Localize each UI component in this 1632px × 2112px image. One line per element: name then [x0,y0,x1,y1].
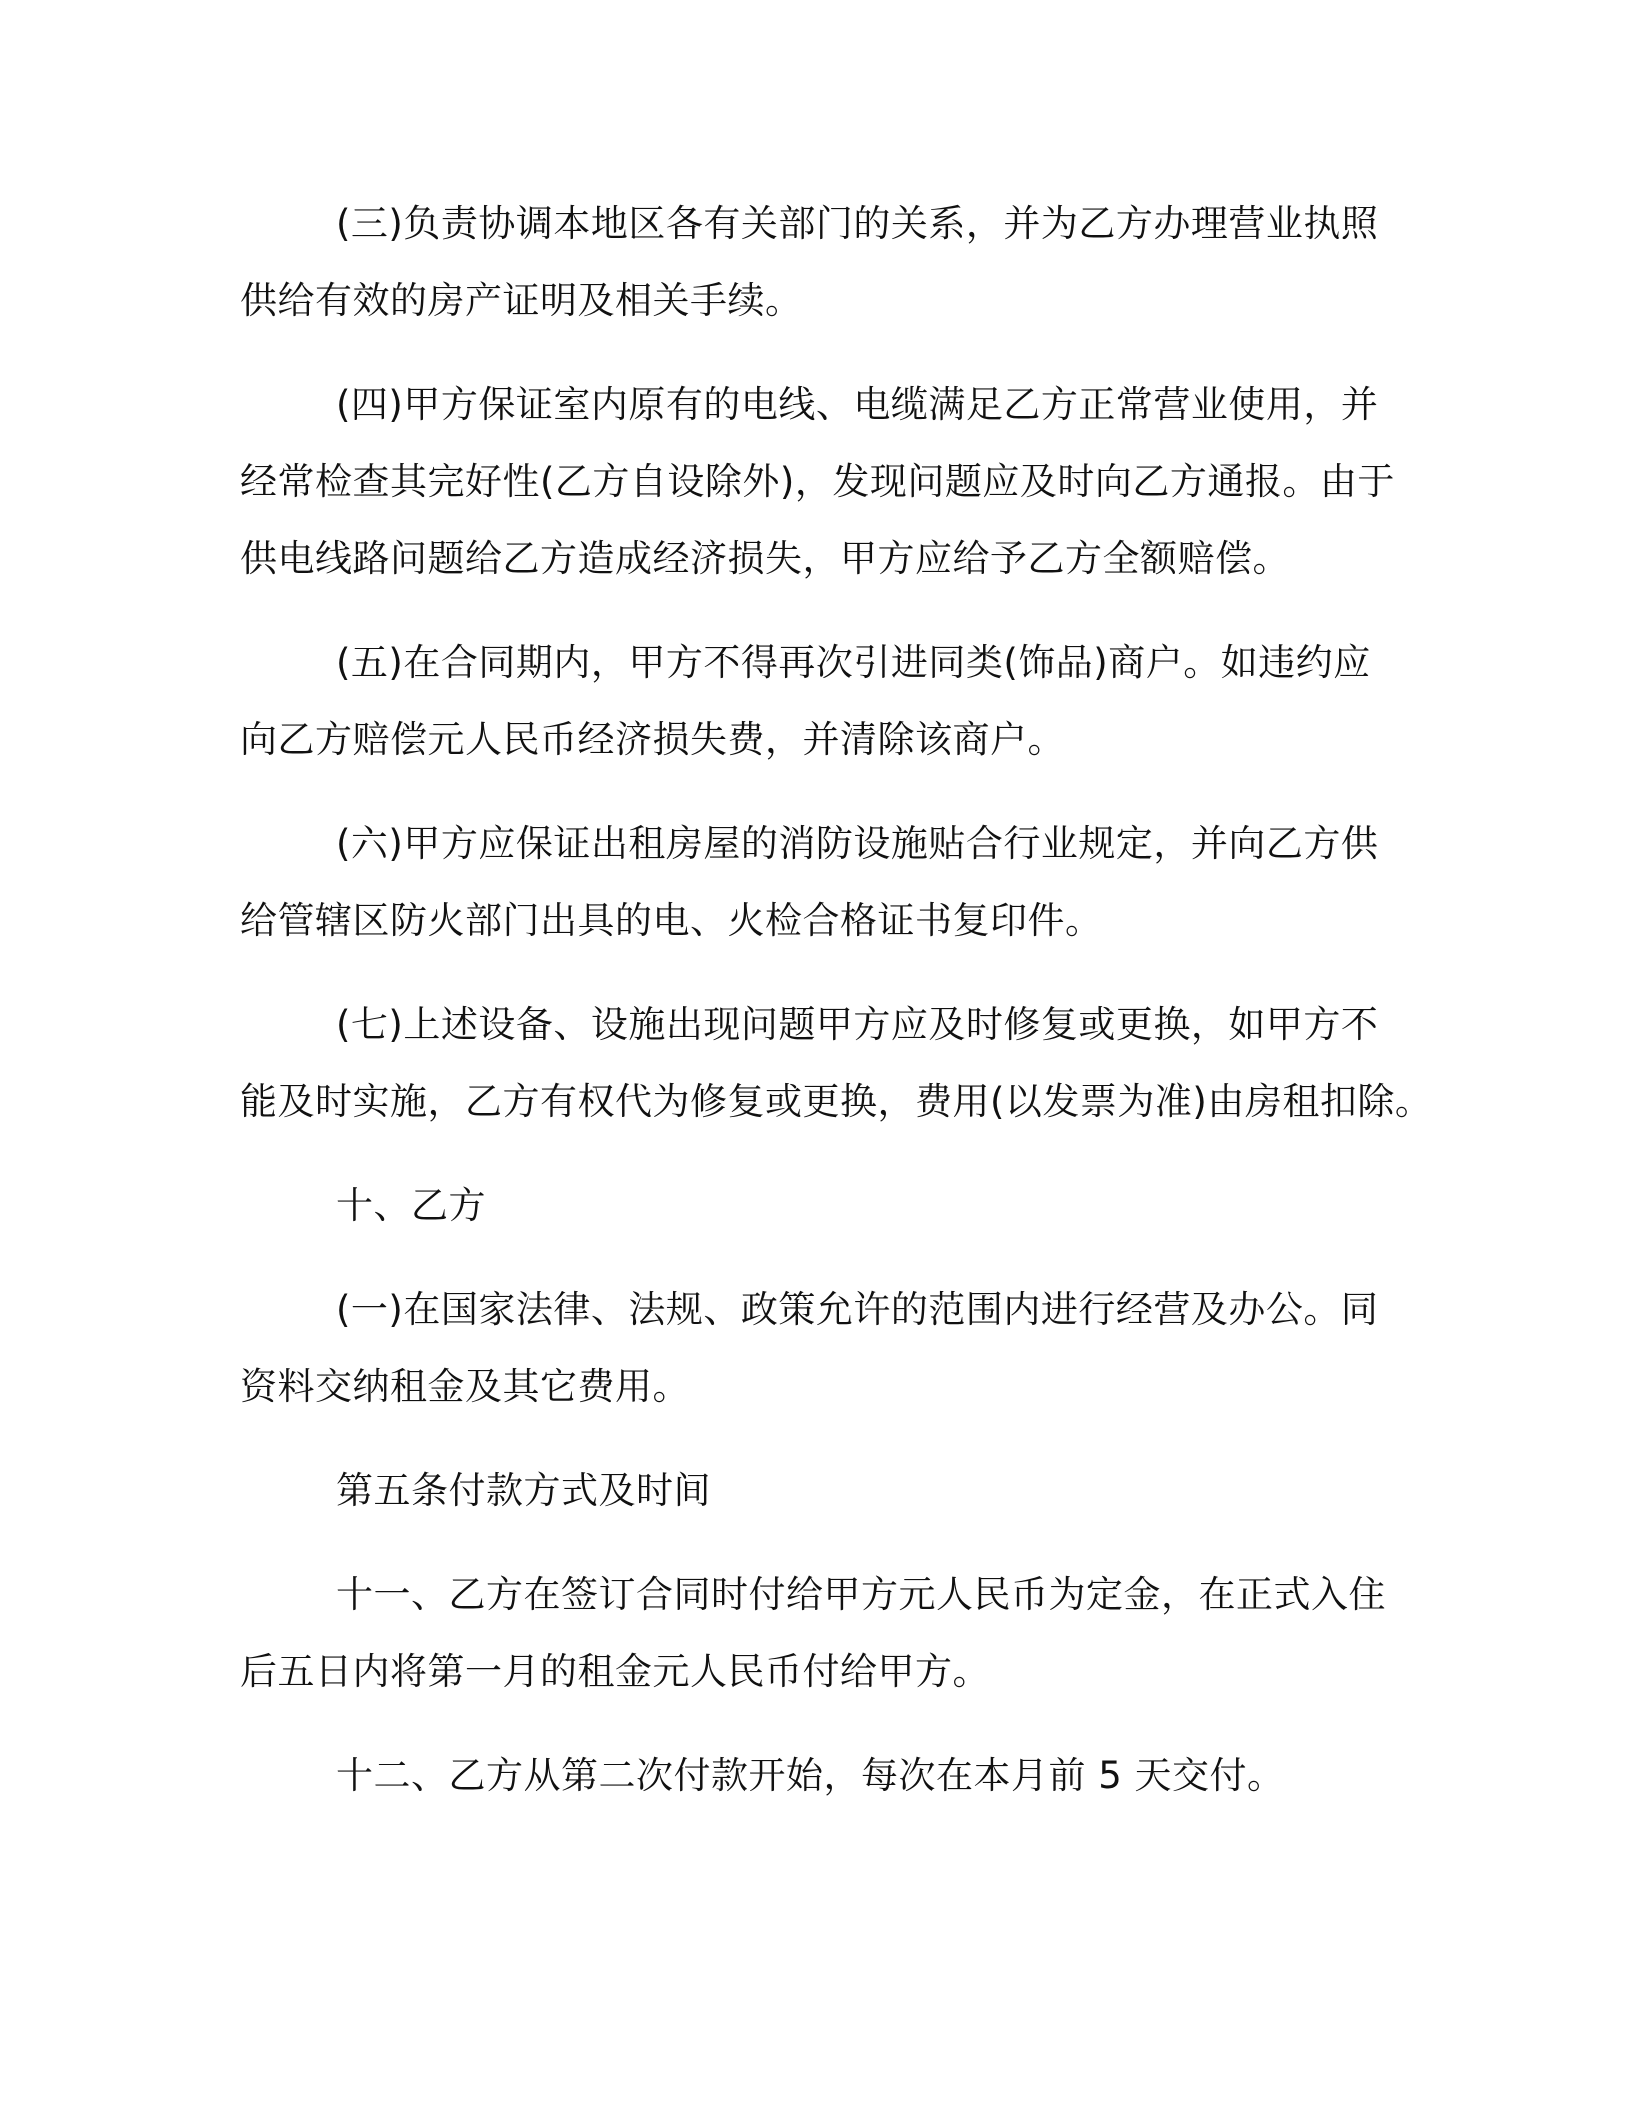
paragraph-5 [240,624,1410,778]
article-5-heading [240,1452,1410,1529]
text-line: 向乙方赔偿元人民币经济损失费，并清除该商户。 [240,718,1065,761]
text-line: 经常检查其完好性(乙方自设除外)，发现问题应及时向乙方通报。由于 [240,460,1395,503]
paragraph-6 [240,805,1410,959]
text-line: 能及时实施，乙方有权代为修复或更换，费用(以发票为准)由房租扣除。 [240,1080,1433,1123]
heading-line: 第五条付款方式及时间 [336,1469,711,1512]
text-line: 供电线路问题给乙方造成经济损失，甲方应给予乙方全额赔偿。 [240,537,1290,580]
text-line: 后五日内将第一月的租金元人民币付给甲方。 [240,1650,990,1693]
text-line: 资料交纳租金及其它费用。 [240,1365,690,1408]
text-line: 十一、乙方在签订合同时付给甲方元人民币为定金，在正式入住 [336,1573,1386,1616]
text-line: 供给有效的房产证明及相关手续。 [240,279,803,322]
paragraph-12 [240,1737,1410,1814]
paragraph-4 [240,366,1410,597]
text-line: (六)甲方应保证出租房屋的消防设施贴合行业规定，并向乙方供 [336,822,1379,865]
document-body [240,185,1433,1841]
heading-line: 十、乙方 [336,1184,486,1227]
text-line: (五)在合同期内，甲方不得再次引进同类(饰品)商户。如违约应 [336,641,1371,684]
text-line: (三)负责协调本地区各有关部门的关系，并为乙方办理营业执照 [336,202,1379,245]
text-line: 给管辖区防火部门出具的电、火检合格证书复印件。 [240,899,1103,942]
paragraph-7 [240,986,1433,1140]
section-heading-10 [240,1167,1410,1244]
text-line: (七)上述设备、设施出现问题甲方应及时修复或更换，如甲方不 [336,1003,1379,1046]
paragraph-10-1 [240,1271,1410,1425]
text-line: (一)在国家法律、法规、政策允许的范围内进行经营及办公。同 [336,1288,1379,1331]
paragraph-3 [240,185,1410,339]
paragraph-11 [240,1556,1410,1710]
text-line: (四)甲方保证室内原有的电线、电缆满足乙方正常营业使用，并 [336,383,1379,426]
text-line: 十二、乙方从第二次付款开始，每次在本月前 5 天交付。 [336,1754,1285,1797]
